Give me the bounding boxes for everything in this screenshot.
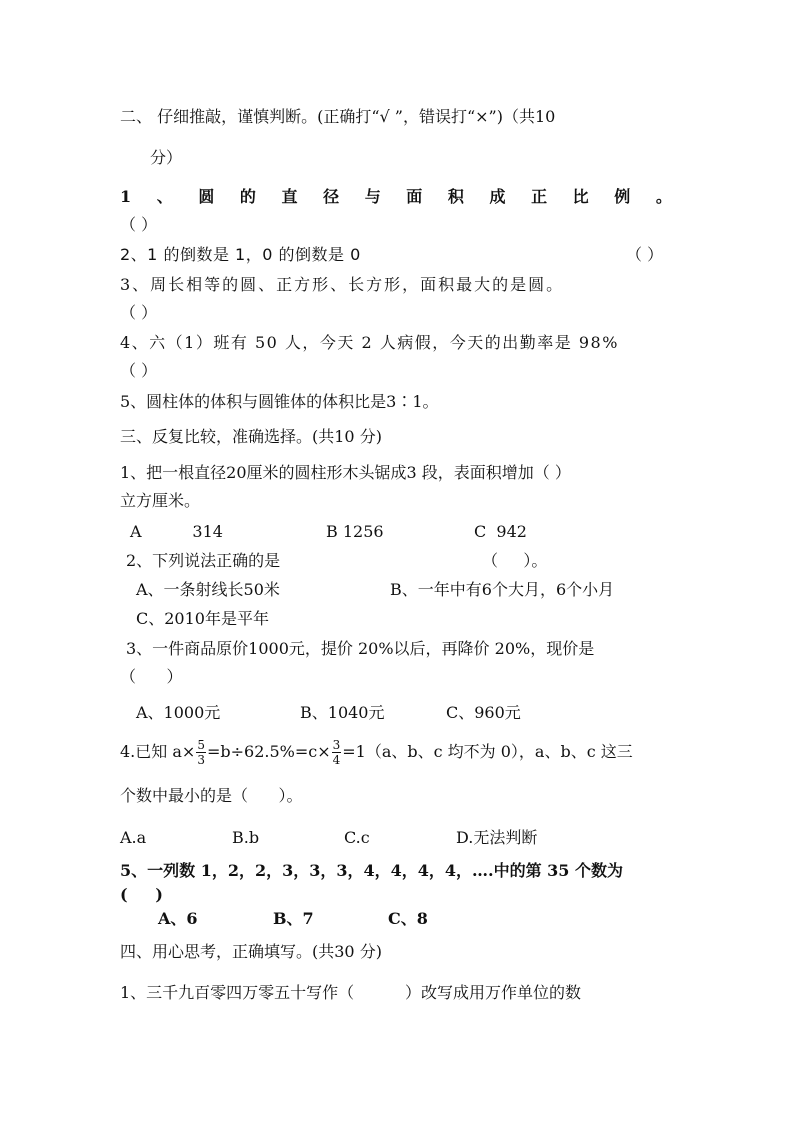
s3-q1-option-c: C 942	[474, 522, 527, 541]
q4-middle: =b÷62.5%=c×	[206, 742, 331, 761]
s3-question-1-continued: 立方厘米。	[120, 491, 201, 510]
s3-q2-answer-blank[interactable]: （ ）。	[482, 551, 548, 570]
s2-q2-answer-blank[interactable]: （ ）	[626, 245, 664, 264]
s3-question-3: 3、一件商品原价1000元，提价 20%以后，再降价 20%，现价是	[126, 639, 595, 658]
s3-q5-option-a: A、6	[158, 909, 198, 928]
s3-q1-option-a: A 314	[130, 522, 223, 541]
s3-q4-option-c: C.c	[344, 828, 370, 847]
s3-q2-option-c: C、2010年是平年	[136, 609, 269, 628]
fraction-denominator: 3	[197, 753, 205, 767]
q1-char: 例	[614, 187, 631, 206]
q1-char: 、	[156, 187, 173, 206]
section-2-title-continued: 分）	[150, 148, 183, 167]
q1-char: 积	[447, 187, 464, 206]
fraction-three-quarters	[332, 738, 342, 767]
q4-suffix: =1（a、b、c 均不为 0），a、b、c 这三	[342, 742, 633, 761]
s2-question-5: 5、圆柱体的体积与圆锥体的体积比是3∶1。	[120, 392, 439, 411]
fraction-denominator: 4	[332, 753, 341, 767]
s2-question-1	[120, 187, 672, 207]
fraction-numerator: 3	[332, 738, 341, 752]
s2-q4-answer-blank[interactable]: （ ）	[120, 361, 158, 380]
s3-question-5: 5、一列数 1，2，2，3，3，3，4，4，4，4，….中的第 35 个数为	[120, 861, 624, 880]
s3-question-2: 2、下列说法正确的是	[126, 551, 281, 570]
s3-q1-option-b: B 1256	[326, 522, 384, 541]
q1-char: 比	[572, 187, 589, 206]
q1-char: 圆	[198, 187, 215, 206]
q1-char: 直	[281, 187, 298, 206]
fraction-numerator: 5	[197, 738, 205, 752]
s3-question-4-continued: 个数中最小的是（ ）。	[120, 786, 303, 805]
fraction-five-thirds	[196, 738, 206, 767]
s3-q4-option-a: A.a	[120, 828, 147, 847]
s3-q5-option-c: C、8	[388, 909, 428, 928]
s2-q1-answer-blank[interactable]: （ ）	[120, 215, 158, 234]
q1-char: 。	[655, 187, 672, 206]
s3-q3-option-a: A、1000元	[136, 703, 221, 722]
q1-char: 正	[531, 187, 548, 206]
section-2-title: 二、 仔细推敲，谨慎判断。(正确打“√ ”，错误打“×”)（共10	[120, 107, 556, 126]
section-4-title: 四、用心思考，正确填写。(共30 分)	[120, 942, 382, 961]
s2-q3-answer-blank[interactable]: （ ）	[120, 303, 158, 322]
s3-question-1: 1、把一根直径20厘米的圆柱形木头锯成3 段，表面积增加（ ）	[120, 463, 571, 482]
s3-q5-answer-blank[interactable]: ( )	[120, 885, 163, 904]
s3-q3-answer-blank[interactable]: （ ）	[120, 667, 183, 686]
s2-question-3: 3、周长相等的圆、正方形、长方形，面积最大的是圆。	[120, 275, 565, 294]
q4-prefix: 4.已知 a×	[120, 742, 196, 761]
s4-question-1: 1、三千九百零四万零五十写作（ ）改写成用万作单位的数	[120, 983, 582, 1002]
s3-q4-option-d: D.无法判断	[456, 828, 538, 847]
section-3-title: 三、反复比较，准确选择。(共10 分)	[120, 427, 382, 446]
q1-char: 径	[323, 187, 340, 206]
s3-q3-option-b: B、1040元	[300, 703, 385, 722]
s2-question-4: 4、六（1）班有 50 人，今天 2 人病假，今天的出勤率是 98%	[120, 333, 619, 352]
q1-char: 1	[120, 187, 132, 206]
q1-char: 面	[406, 187, 423, 206]
s3-question-4	[120, 737, 633, 767]
s2-question-2: 2、1 的倒数是 1，0 的倒数是 0	[120, 245, 361, 264]
q1-char: 成	[489, 187, 506, 206]
q1-char: 与	[364, 187, 381, 206]
s3-q3-option-c: C、960元	[446, 703, 521, 722]
q1-char: 的	[239, 187, 256, 206]
s3-q2-option-b: B、一年中有6个大月，6个小月	[390, 580, 615, 599]
s3-q5-option-b: B、7	[273, 909, 314, 928]
s3-q4-option-b: B.b	[232, 828, 260, 847]
s3-q2-option-a: A、一条射线长50米	[136, 580, 280, 599]
